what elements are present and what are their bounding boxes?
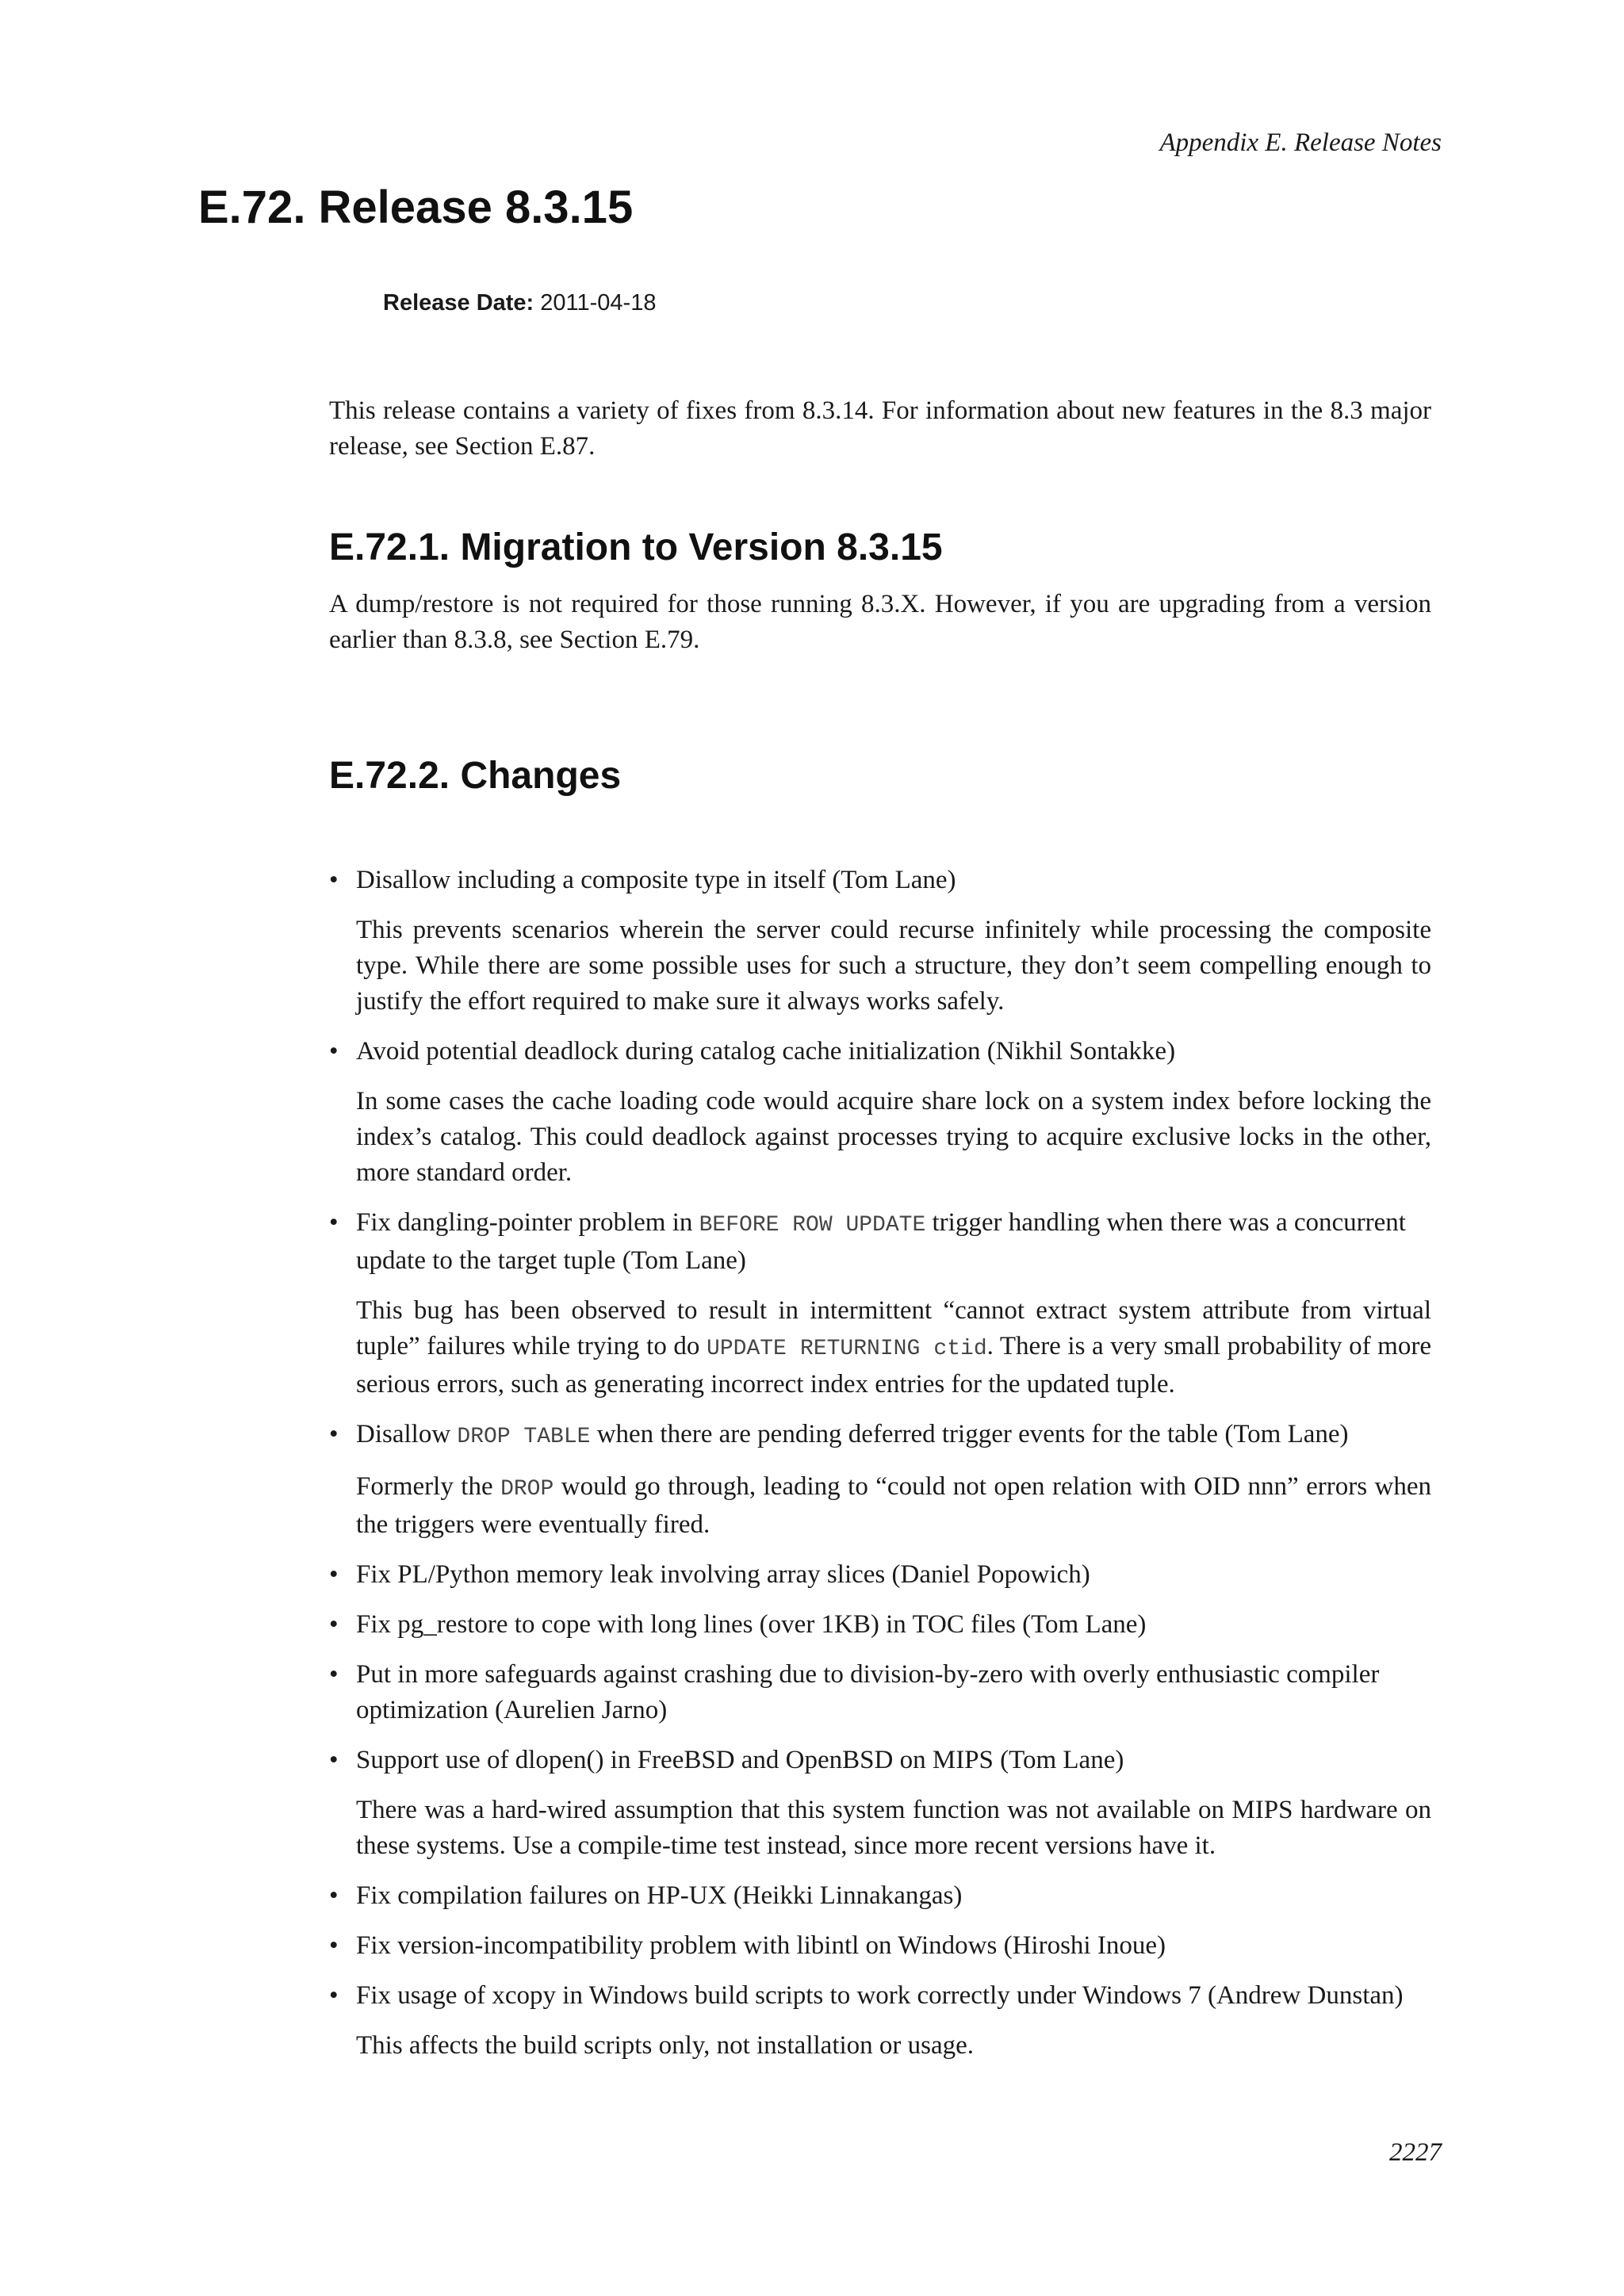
change-summary: Fix PL/Python memory leak involving array slices (Daniel Popowich) bbox=[356, 1560, 1090, 1589]
bullet: • bbox=[329, 1208, 339, 1237]
change-summary: Fix version-incompatibility problem with libintl on Windows (Hiroshi Inoue) bbox=[356, 1931, 1166, 1960]
change-summary: Put in more safeguards against crashing due to division-by-zero with overly enthusiastic compiler optimization (Aurelien Jarno) bbox=[356, 1660, 1380, 1724]
section-title-changes: E.72.2. Changes bbox=[329, 755, 622, 797]
list-item bbox=[329, 1743, 1431, 1864]
bullet: • bbox=[329, 1037, 339, 1066]
change-summary: Avoid potential deadlock during catalog cache initialization (Nikhil Sontakke) bbox=[356, 1037, 1176, 1066]
change-summary: Fix usage of xcopy in Windows build scripts to work correctly under Windows 7 (Andrew Dunstan) bbox=[356, 1981, 1404, 2010]
document-body bbox=[329, 393, 1431, 2078]
bullet: • bbox=[329, 1660, 339, 1689]
summary-text: Disallow bbox=[356, 1420, 458, 1448]
detail-text: Formerly the bbox=[356, 1472, 501, 1501]
change-detail bbox=[356, 1293, 1431, 1402]
change-summary: Fix pg_restore to cope with long lines (over 1KB) in TOC files (Tom Lane) bbox=[356, 1610, 1147, 1639]
changes-list bbox=[329, 863, 1431, 2064]
change-detail: This prevents scenarios wherein the server could recurse infinitely while processing the composite type. While there are some possible uses for such a structure, they don’t seem compelling enough to justify the effort required to make sure it always works safely. bbox=[356, 916, 1431, 1016]
detail-text: This bug has been observed to result in intermittent “cannot extract system attribute from virtual tuple” failures while trying to do bbox=[356, 1296, 1431, 1360]
release-date-label: Release Date: bbox=[383, 290, 534, 316]
change-detail: This affects the build scripts only, not installation or usage. bbox=[356, 2031, 975, 2060]
change-summary: Support use of dlopen() in FreeBSD and OpenBSD on MIPS (Tom Lane) bbox=[356, 1746, 1124, 1774]
list-item bbox=[329, 1928, 1431, 1964]
bullet: • bbox=[329, 1931, 339, 1960]
change-summary: Disallow including a composite type in itself (Tom Lane) bbox=[356, 866, 956, 894]
change-detail: In some cases the cache loading code would acquire share lock on a system index before locking the index’s catalog. This could deadlock against processes trying to acquire exclusive locks in the other, more standard order. bbox=[356, 1087, 1431, 1187]
migration-paragraph: A dump/restore is not required for those running 8.3.X. However, if you are upgrading from a version earlier than 8.3.8, see Section E.79. bbox=[329, 590, 1431, 654]
code-literal: DROP TABLE bbox=[457, 1425, 591, 1449]
bullet: • bbox=[329, 1746, 339, 1774]
list-item bbox=[329, 1978, 1431, 2064]
bullet: • bbox=[329, 1560, 339, 1589]
list-item bbox=[329, 1205, 1431, 1402]
section-title-migration: E.72.1. Migration to Version 8.3.15 bbox=[329, 526, 943, 568]
running-header: Appendix E. Release Notes bbox=[1159, 128, 1442, 157]
summary-text: Fix dangling-pointer problem in bbox=[356, 1208, 699, 1237]
bullet: • bbox=[329, 866, 339, 894]
page-number: 2227 bbox=[1389, 2138, 1442, 2167]
change-summary: Fix compilation failures on HP-UX (Heikki Linnakangas) bbox=[356, 1881, 963, 1910]
summary-text: when there are pending deferred trigger events for the table (Tom Lane) bbox=[590, 1420, 1349, 1448]
intro-paragraph: This release contains a variety of fixes from 8.3.14. For information about new features in the 8.3 major release, see Section E.87. bbox=[329, 396, 1431, 461]
bullet: • bbox=[329, 1420, 339, 1448]
list-item bbox=[329, 1657, 1431, 1728]
list-item bbox=[329, 1607, 1431, 1643]
list-item bbox=[329, 1417, 1431, 1543]
change-detail: There was a hard-wired assumption that this system function was not available on MIPS hardware on these systems. Use a compile-time test instead, since more recent versions have it. bbox=[356, 1796, 1431, 1860]
change-detail bbox=[356, 1469, 1431, 1543]
detail-text: . There is a very small probability of more serious errors, such as generating incorrect index entries for the updated tuple. bbox=[356, 1332, 1431, 1399]
code-literal: UPDATE RETURNING ctid bbox=[707, 1337, 987, 1361]
bullet: • bbox=[329, 1881, 339, 1910]
bullet: • bbox=[329, 1610, 339, 1639]
code-literal: DROP bbox=[500, 1477, 554, 1502]
detail-text: would go through, leading to “could not open relation with OID nnn” errors when the triggers were eventually fired. bbox=[356, 1472, 1431, 1539]
summary-text: trigger handling when there was a concurrent update to the target tuple (Tom Lane) bbox=[356, 1208, 1406, 1275]
chapter-title: E.72. Release 8.3.15 bbox=[198, 182, 634, 233]
list-item bbox=[329, 863, 1431, 1020]
list-item bbox=[329, 1878, 1431, 1914]
bullet: • bbox=[329, 1981, 339, 2010]
list-item bbox=[329, 1557, 1431, 1593]
change-summary bbox=[356, 1417, 1431, 1455]
code-literal: BEFORE ROW UPDATE bbox=[699, 1213, 926, 1238]
list-item bbox=[329, 1034, 1431, 1191]
change-summary bbox=[356, 1205, 1431, 1279]
release-date-value: 2011-04-18 bbox=[540, 290, 657, 316]
release-date bbox=[383, 290, 656, 316]
